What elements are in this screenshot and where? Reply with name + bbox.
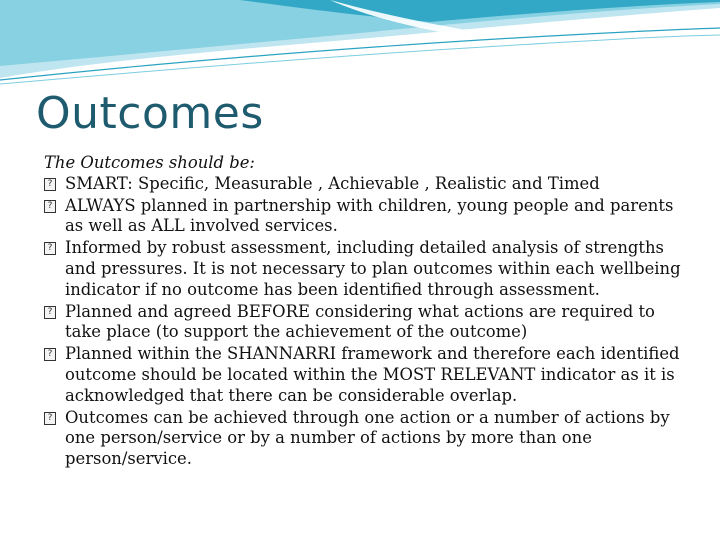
header-wave-decoration [0, 0, 720, 90]
list-item [44, 408, 684, 470]
list-item [44, 238, 684, 300]
slide-title: Outcomes [36, 88, 264, 139]
bullet-list [44, 174, 684, 470]
missing-glyph-icon: ? [44, 242, 56, 255]
list-item-text: Informed by robust assessment, including detailed analysis of strengths and pressures. It is not necessary to plan outcomes within each wellbeing indicator if no outcome has been identified through assessment. [65, 238, 681, 299]
list-item [44, 174, 684, 195]
list-item-text: Planned and agreed BEFORE considering what actions are required to take place (to support the achievement of the outcome) [65, 301, 655, 342]
list-item-text: SMART: Specific, Measurable , Achievable , Realistic and Timed [65, 173, 600, 193]
missing-glyph-icon: ? [44, 412, 56, 425]
intro-text: The Outcomes should be: [44, 153, 255, 172]
list-item [44, 344, 684, 406]
missing-glyph-icon: ? [44, 306, 56, 319]
missing-glyph-icon: ? [44, 178, 56, 191]
list-item [44, 302, 684, 343]
missing-glyph-icon: ? [44, 348, 56, 361]
list-item-text: Outcomes can be achieved through one action or a number of actions by one person/service or by a number of actions by more than one person/service. [65, 407, 670, 468]
list-item-text: ALWAYS planned in partnership with children, young people and parents as well as ALL involved services. [65, 195, 674, 236]
list-item-text: Planned within the SHANNARRI framework and therefore each identified outcome should be located within the MOST RELEVANT indicator as it is acknowledged that there can be considerable overlap. [65, 344, 680, 405]
slide-body [44, 153, 684, 471]
missing-glyph-icon: ? [44, 200, 56, 213]
list-item [44, 196, 684, 237]
